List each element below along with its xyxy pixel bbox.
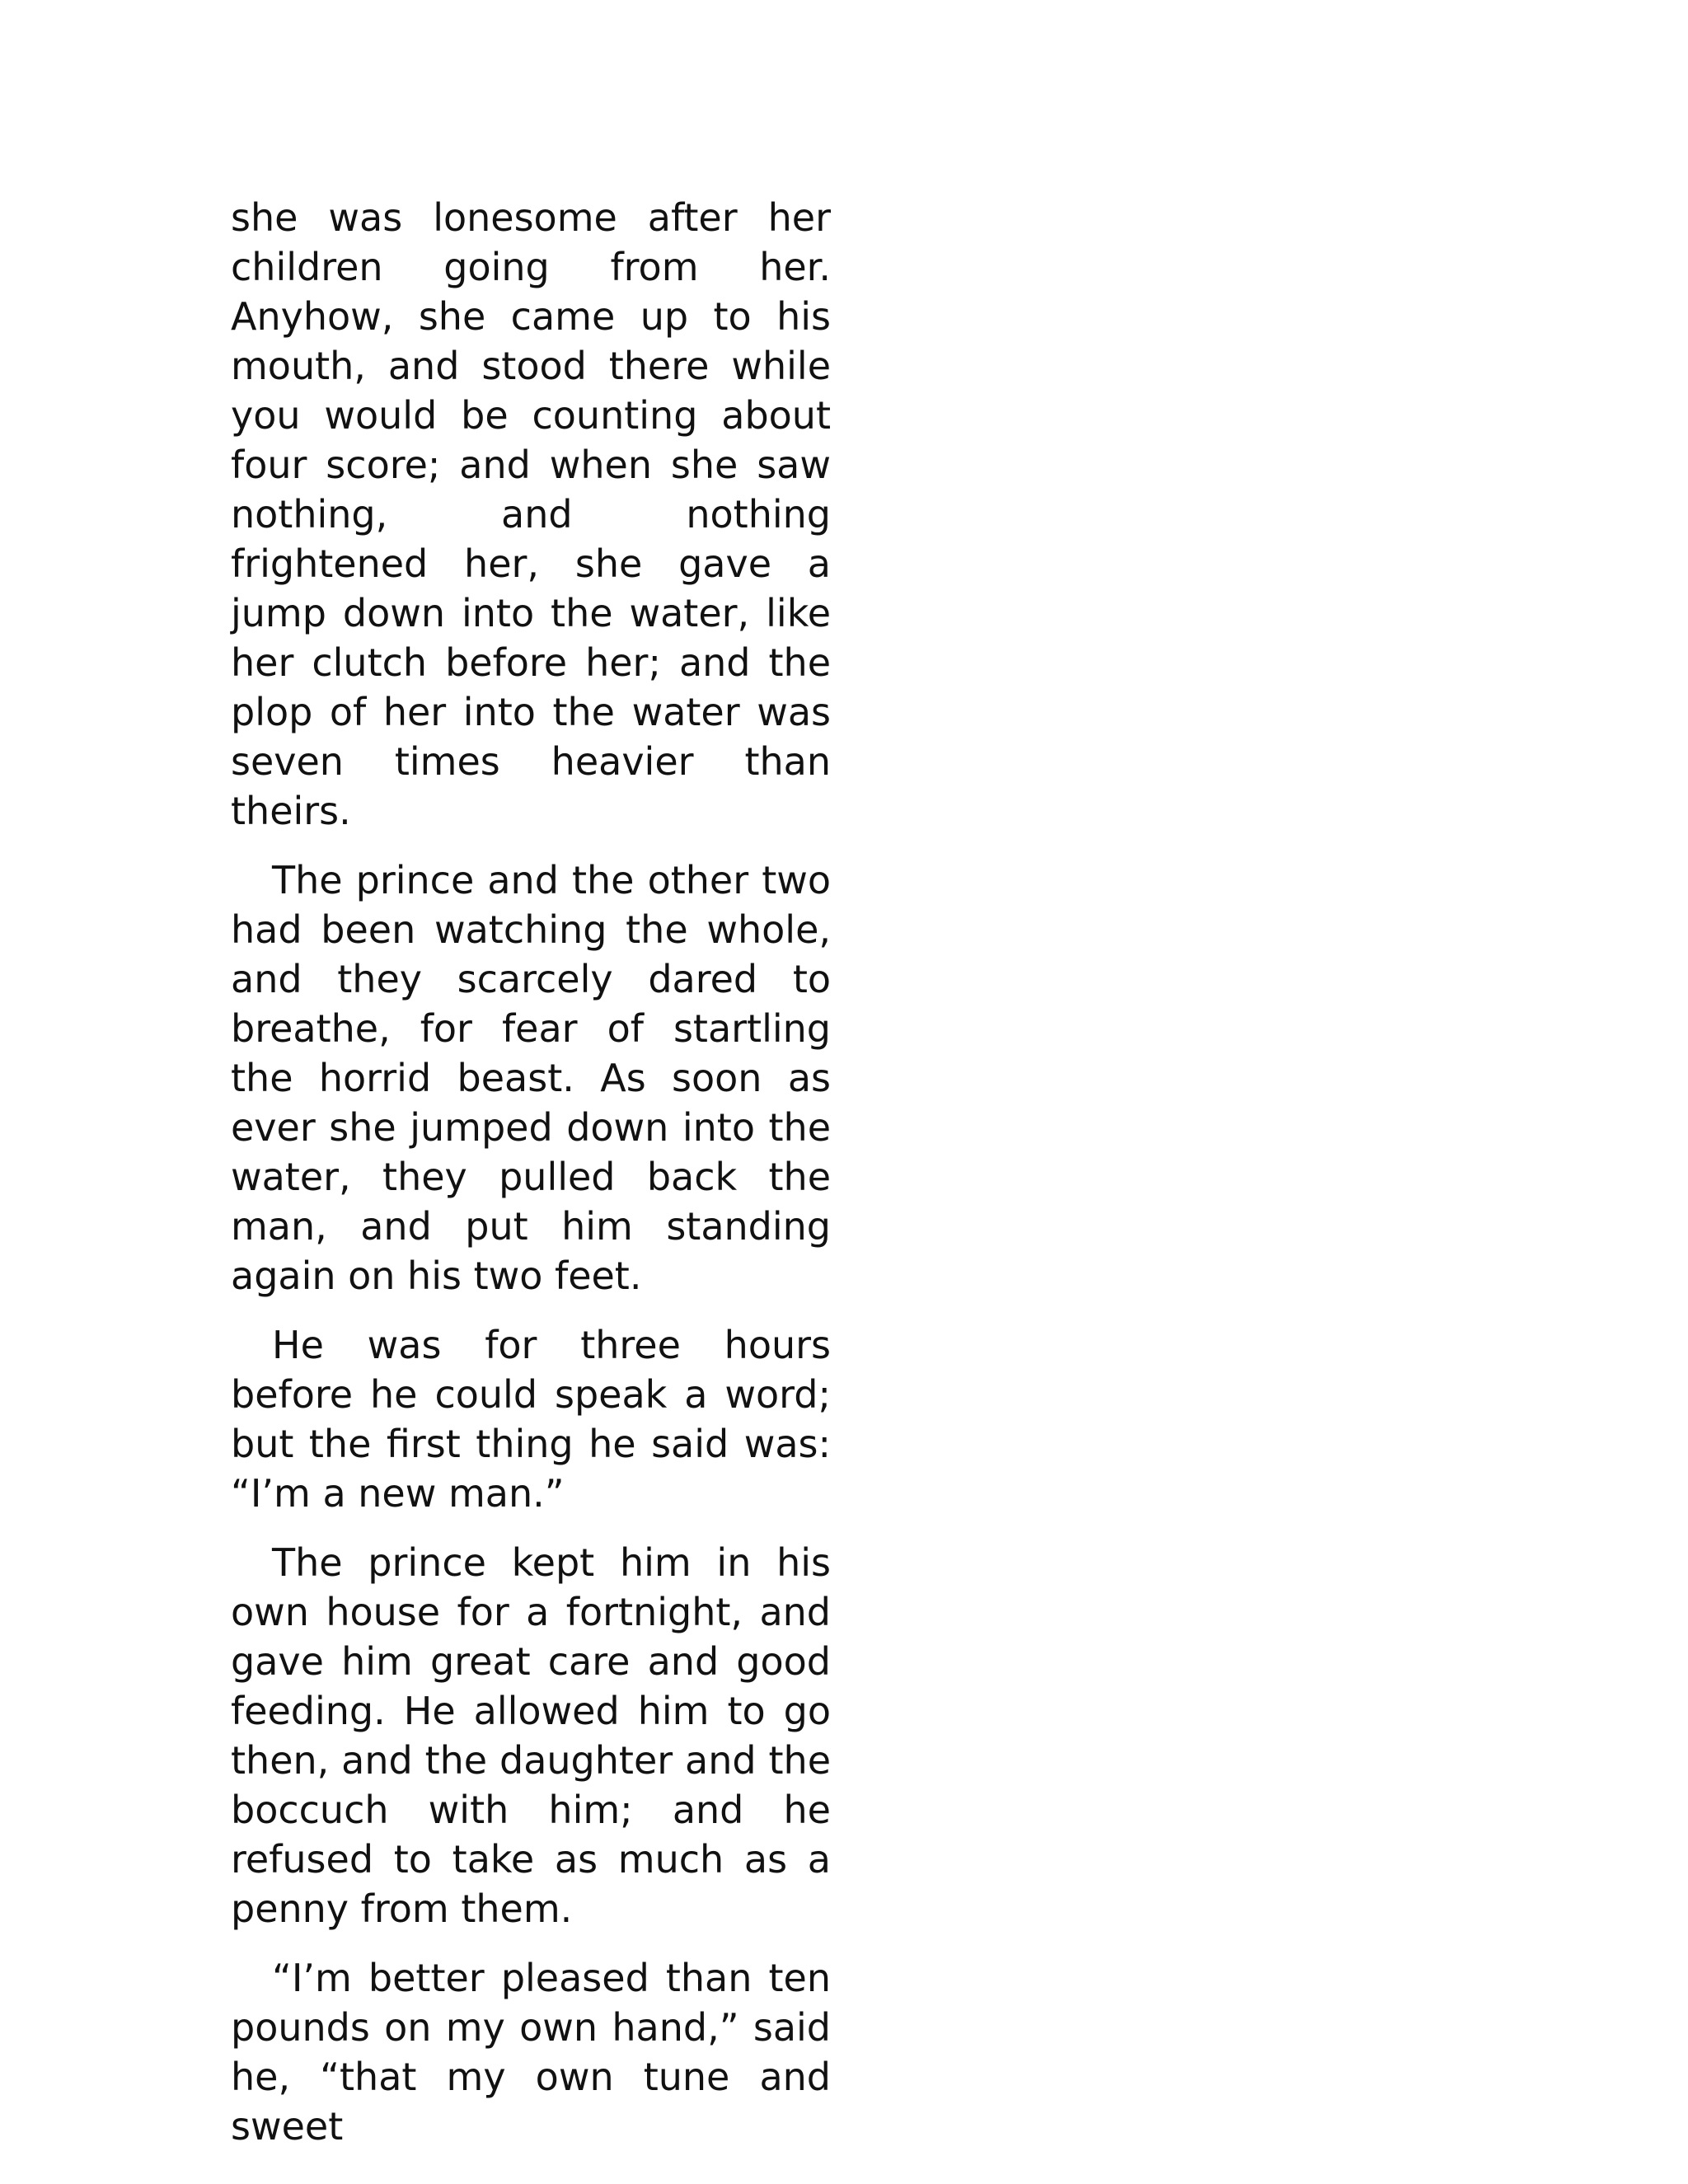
paragraph-3: He was for three hours before he could speak a word; but the first thing he said was: “I’m a new man.” bbox=[231, 1323, 831, 1516]
paragraph-1: she was lonesome after her children going from her. Anyhow, she came up to his mouth, and stood there while you would be counting about four score; and when she saw nothing, and nothing frightened her, she gave a jump down into the water, like her clutch before her; and the plop of her into the water was seven times heavier than theirs. bbox=[231, 195, 831, 833]
body-text bbox=[231, 193, 831, 2149]
paragraph-5: “I’m better pleased than ten pounds on my own hand,” said he, “that my own tune and sweet bbox=[231, 1956, 831, 2149]
paragraph-2: The prince and the other two had been watching the whole, and they scarcely dared to breathe, for fear of startling the horrid beast. As soon as ever she jumped down into the water, they pulled back the man, and put him standing again on his two feet. bbox=[231, 858, 831, 1298]
paragraph-4: The prince kept him in his own house for a fortnight, and gave him great care and good feeding. He allowed him to go then, and the daughter and the boccuch with him; and he refused to take as much as a penny from them. bbox=[231, 1540, 831, 1931]
